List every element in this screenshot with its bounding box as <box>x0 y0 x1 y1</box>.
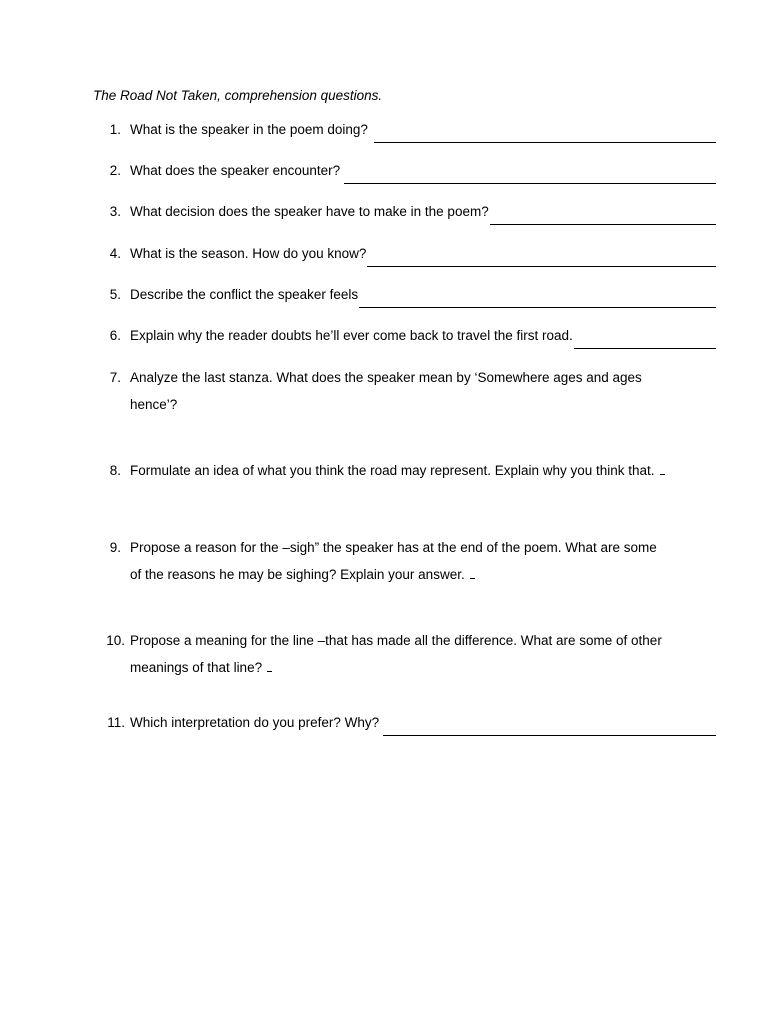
question-8 <box>105 457 665 484</box>
question-text: Analyze the last stanza. What does the speaker mean by ‘Somewhere ages and ages hence’? <box>130 370 642 412</box>
question-number: 5. <box>109 287 121 302</box>
question-text: What does the speaker encounter? <box>130 163 341 178</box>
question-text: Explain why the reader doubts he’ll ever come back to travel the first road. <box>130 328 573 343</box>
question-number: 6. <box>109 328 121 343</box>
question-1 <box>105 116 716 143</box>
question-2 <box>105 157 716 184</box>
question-number: 3. <box>109 204 121 219</box>
question-text: What is the speaker in the poem doing? <box>130 122 368 137</box>
question-text: Propose a reason for the –sigh” the speaker has at the end of the poem. What are some of the reasons he may be sighing? Explain your answer. <box>130 540 657 582</box>
question-number: 10. <box>106 633 125 648</box>
question-text: Formulate an idea of what you think the road may represent. Explain why you think that. <box>130 463 655 478</box>
answer-line[interactable] <box>574 329 716 349</box>
question-4 <box>105 240 716 267</box>
answer-line[interactable] <box>470 563 475 579</box>
question-text: Which interpretation do you prefer? Why? <box>130 715 380 730</box>
question-10 <box>105 627 665 681</box>
question-11 <box>105 709 716 736</box>
question-number: 11. <box>107 715 125 730</box>
question-number: 7. <box>109 370 121 385</box>
answer-line[interactable] <box>267 656 272 672</box>
answer-line[interactable] <box>383 716 716 736</box>
answer-line[interactable] <box>367 247 716 267</box>
answer-line[interactable] <box>344 164 716 184</box>
question-number: 1. <box>109 122 121 137</box>
answer-line[interactable] <box>660 459 665 475</box>
question-number: 4. <box>109 246 121 261</box>
question-text: What decision does the speaker have to make in the poem? <box>130 204 489 219</box>
question-6 <box>105 322 716 349</box>
question-number: 2. <box>109 163 121 178</box>
question-text: What is the season. How do you know? <box>130 246 367 261</box>
answer-line[interactable] <box>490 205 716 225</box>
question-7 <box>105 364 665 418</box>
worksheet-title: The Road Not Taken, comprehension questions. <box>93 88 383 103</box>
question-text: Describe the conflict the speaker feels <box>130 287 359 302</box>
answer-line[interactable] <box>374 123 716 143</box>
question-number: 8. <box>109 463 121 478</box>
question-number: 9. <box>109 540 121 555</box>
question-5 <box>105 281 716 308</box>
answer-line[interactable] <box>359 288 716 308</box>
question-3 <box>105 198 716 225</box>
question-9 <box>105 534 665 588</box>
question-text: Propose a meaning for the line –that has made all the difference. What are some of other meanings of that line? <box>130 633 662 675</box>
